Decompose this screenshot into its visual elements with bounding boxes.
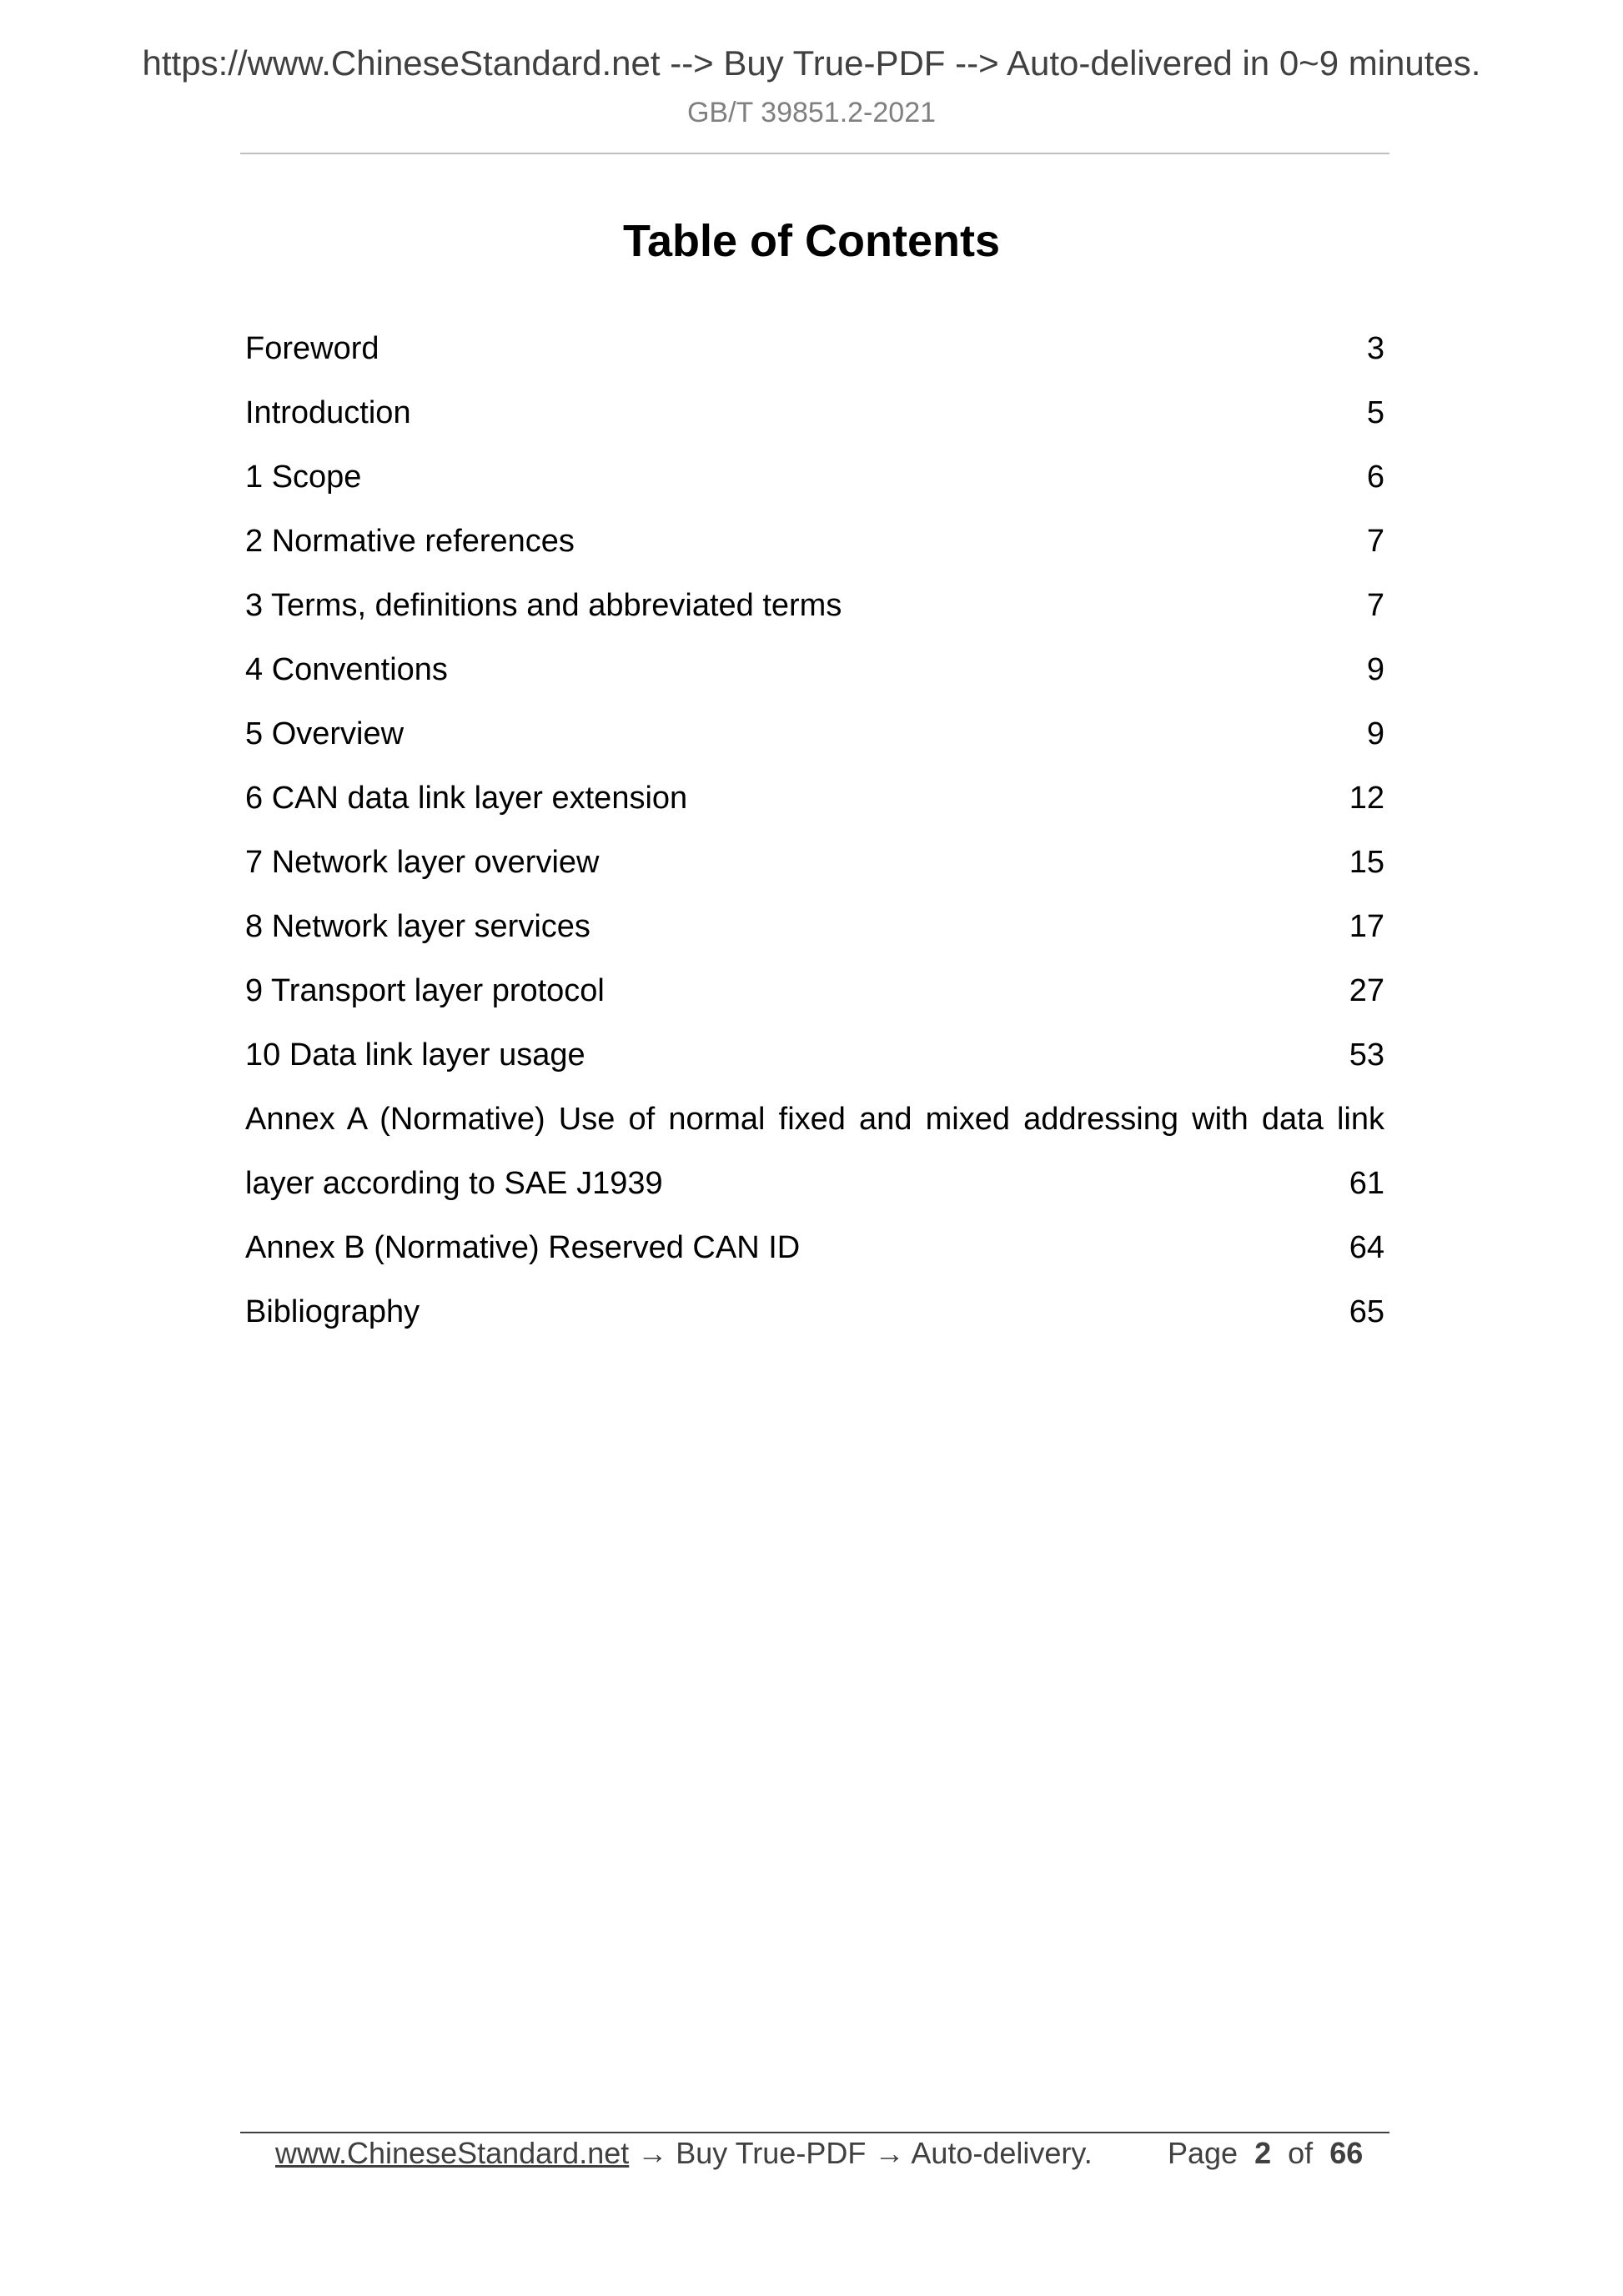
- toc-entry-label: Bibliography: [245, 1294, 420, 1329]
- toc-entry-annex-a-line1[interactable]: [245, 1088, 1384, 1152]
- toc-entry-can-data-link[interactable]: [245, 766, 1384, 831]
- top-banner: https://www.ChineseStandard.net --> Buy True-PDF --> Auto-delivered in 0~9 minutes.: [142, 43, 1481, 83]
- toc-entry-label: 3 Terms, definitions and abbreviated terms: [245, 588, 842, 623]
- toc-entry-page: 27: [1349, 973, 1384, 1008]
- toc-entry-label: 10 Data link layer usage: [245, 1037, 585, 1073]
- toc-entry-page: 3: [1366, 331, 1384, 366]
- toc-entry-page: 61: [1349, 1166, 1384, 1201]
- header-divider: [240, 153, 1389, 154]
- footer-promo: [275, 2136, 1093, 2171]
- toc-entry-label: Annex A (Normative) Use of normal fixed and mixed addressing with data link: [245, 1102, 1384, 1137]
- toc-entry-conventions[interactable]: [245, 638, 1384, 702]
- total-page-count: 66: [1329, 2136, 1364, 2170]
- toc-entry-page: 7: [1366, 588, 1384, 623]
- toc-entry-label: 4 Conventions: [245, 652, 448, 687]
- toc-entry-page: 9: [1366, 716, 1384, 751]
- toc-title: Table of Contents: [623, 216, 1000, 266]
- footer-site-link[interactable]: www.ChineseStandard.net: [275, 2136, 630, 2170]
- toc-entry-normative-references[interactable]: [245, 510, 1384, 574]
- toc-entry-page: 12: [1349, 781, 1384, 816]
- toc-entry-introduction[interactable]: [245, 381, 1384, 445]
- toc-entry-label: layer according to SAE J1939: [245, 1166, 663, 1201]
- document-code: GB/T 39851.2-2021: [686, 97, 937, 128]
- toc-entry-annex-b[interactable]: [245, 1216, 1384, 1280]
- toc-entry-network-layer-services[interactable]: [245, 895, 1384, 959]
- toc-entry-terms[interactable]: [245, 574, 1384, 638]
- footer-divider: [240, 2132, 1389, 2133]
- toc-entry-annex-a[interactable]: [245, 1152, 1384, 1216]
- toc-entry-page: 15: [1349, 845, 1384, 880]
- toc-entry-label: 6 CAN data link layer extension: [245, 781, 688, 816]
- toc-entry-label: 9 Transport layer protocol: [245, 973, 605, 1008]
- toc-entry-data-link-usage[interactable]: [245, 1023, 1384, 1088]
- current-page-number: 2: [1254, 2136, 1272, 2170]
- page-word: Page: [1168, 2136, 1239, 2170]
- toc-entry-label: Annex B (Normative) Reserved CAN ID: [245, 1230, 801, 1265]
- toc-entry-foreword[interactable]: [245, 317, 1384, 381]
- toc-entry-label: Foreword: [245, 331, 379, 366]
- toc-entry-page: 17: [1349, 909, 1384, 944]
- page-indicator: [1168, 2136, 1363, 2171]
- toc-entry-overview[interactable]: [245, 702, 1384, 766]
- toc-entry-page: 64: [1349, 1230, 1384, 1265]
- toc-entry-label: 7 Network layer overview: [245, 845, 600, 880]
- toc-entry-bibliography[interactable]: [245, 1280, 1384, 1344]
- toc-entry-label: 8 Network layer services: [245, 909, 590, 944]
- toc-entry-network-layer-overview[interactable]: [245, 831, 1384, 895]
- toc-entry-page: 53: [1349, 1037, 1384, 1073]
- toc-entry-transport-layer[interactable]: [245, 959, 1384, 1023]
- toc-entry-page: 65: [1349, 1294, 1384, 1329]
- toc-entry-page: 7: [1366, 524, 1384, 559]
- toc-entry-page: 5: [1366, 395, 1384, 430]
- toc-entry-page: 9: [1366, 652, 1384, 687]
- toc-entry-label: Introduction: [245, 395, 411, 430]
- toc-entry-page: 6: [1366, 460, 1384, 495]
- of-word: of: [1288, 2136, 1314, 2170]
- toc-entry-label: 2 Normative references: [245, 524, 575, 559]
- toc-entry-label: 5 Overview: [245, 716, 404, 751]
- footer-tail-text: → Buy True-PDF → Auto-delivery.: [629, 2136, 1093, 2170]
- toc-list: [245, 317, 1384, 1344]
- toc-entry-scope[interactable]: [245, 445, 1384, 510]
- toc-entry-label: 1 Scope: [245, 460, 362, 495]
